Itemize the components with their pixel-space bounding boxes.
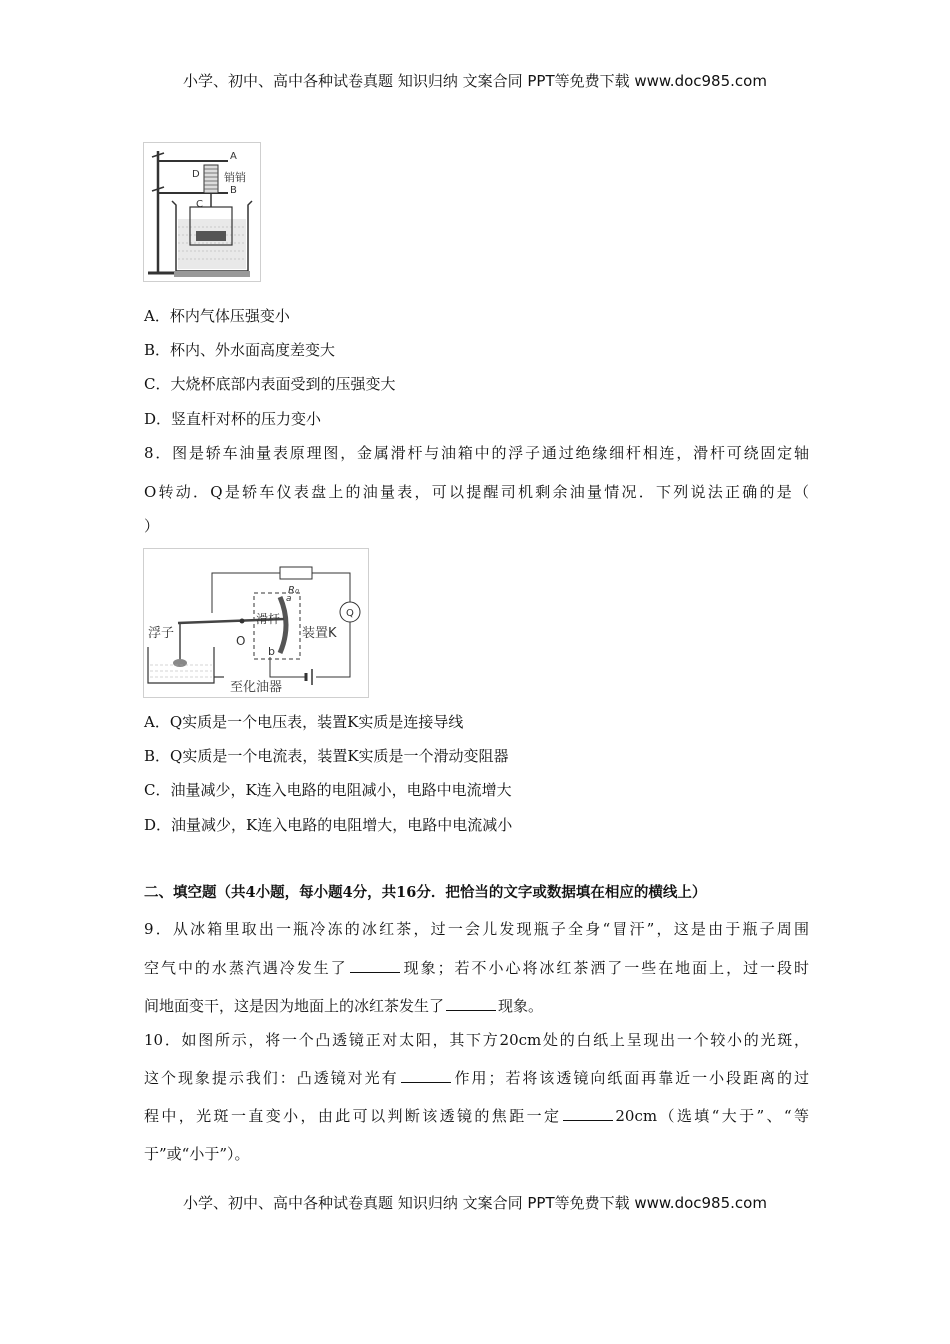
- q9-line2: [144, 958, 809, 978]
- q10-blank-2[interactable]: [563, 1106, 613, 1121]
- label-b-end: b: [268, 645, 275, 658]
- label-b: B: [230, 185, 237, 196]
- label-device-k: 装置K: [302, 626, 337, 641]
- q7-option-a: A．杯内气体压强变小: [144, 307, 290, 325]
- q9-line3: [144, 996, 809, 1016]
- q8-option-d: D．油量减少，K连入电路的电阻增大，电路中电流减小: [144, 816, 513, 834]
- q8-stem-line3: ）: [144, 517, 160, 535]
- q9-blank-1[interactable]: [350, 958, 400, 973]
- label-pin: 销销: [224, 171, 246, 184]
- page-header: 小学、初中、高中各种试卷真题 知识归纳 文案合同 PPT等免费下载 www.doc985.com: [183, 72, 767, 90]
- label-o: O: [236, 634, 246, 648]
- q10-line3-text-b: 20cm（选填“大于”、“等: [615, 1107, 809, 1125]
- q9-line3-text-a: 间地面变干，这是因为地面上的冰红茶发生了: [144, 997, 445, 1015]
- q8-option-b: B．Q实质是一个电流表，装置K实质是一个滑动变阻器: [144, 747, 509, 765]
- q8-stem-line1: 8．图是轿车油量表原理图，金属滑杆与油箱中的浮子通过绝缘细杆相连，滑杆可绕固定轴: [144, 444, 809, 462]
- q7-option-d: D．竖直杆对杯的压力变小: [144, 410, 322, 428]
- q7-option-c: C．大烧杯底部内表面受到的压强变大: [144, 375, 396, 393]
- q9-line3-text-b: 现象。: [498, 997, 544, 1015]
- label-rod: 滑杆: [256, 612, 281, 626]
- q10-line2-text-b: 作用；若将该透镜向纸面再靠近一小段距离的过: [452, 1069, 809, 1087]
- page-footer: 小学、初中、高中各种试卷真题 知识归纳 文案合同 PPT等免费下载 www.doc985.com: [183, 1194, 767, 1212]
- q10-line3-text-a: 程中，光斑一直变小，由此可以判断该透镜的焦距一定: [144, 1107, 562, 1125]
- label-a-end: a: [286, 594, 292, 604]
- label-d: D: [192, 169, 200, 180]
- q10-line3: [144, 1106, 809, 1126]
- q10-line2-text-a: 这个现象提示我们：凸透镜对光有: [144, 1069, 399, 1087]
- label-float: 浮子: [148, 626, 175, 641]
- q7-option-b: B．杯内、外水面高度差变大: [144, 341, 336, 359]
- label-carburetor: 至化油器: [230, 680, 283, 695]
- q9-line1: 9．从冰箱里取出一瓶冷冻的冰红茶，过一会儿发现瓶子全身“冒汗”，这是由于瓶子周围: [144, 920, 809, 938]
- label-q: Q: [346, 608, 354, 619]
- q9-line2-text-b: 现象；若不小心将冰红茶洒了一些在地面上，过一段时: [401, 959, 809, 977]
- q8-option-a: A．Q实质是一个电压表，装置K实质是连接导线: [144, 713, 464, 731]
- q10-blank-1[interactable]: [401, 1068, 451, 1083]
- figure-fuel-gauge-circuit: [143, 548, 369, 698]
- q8-stem-line2: O转动．Q是轿车仪表盘上的油量表，可以提醒司机剩余油量情况．下列说法正确的是（: [144, 483, 809, 501]
- label-c: C: [196, 199, 203, 210]
- q10-line2: [144, 1068, 809, 1088]
- q9-blank-2[interactable]: [446, 996, 496, 1011]
- figure-beaker-apparatus: [143, 142, 261, 282]
- label-a: A: [230, 151, 237, 162]
- q10-line1: 10．如图所示，将一个凸透镜正对太阳，其下方20cm处的白纸上呈现出一个较小的光斑，: [144, 1031, 809, 1049]
- fuel-gauge-diagram: [144, 549, 368, 697]
- q8-option-c: C．油量减少，K连入电路的电阻减小，电路中电流增大: [144, 781, 512, 799]
- q10-line4: 于”或“小于”）。: [144, 1145, 250, 1163]
- q9-line2-text-a: 空气中的水蒸汽遇冷发生了: [144, 959, 348, 977]
- beaker-apparatus-diagram: [144, 143, 260, 281]
- section2-title: 二、填空题（共4小题，每小题4分，共16分．把恰当的文字或数据填在相应的横线上）: [144, 884, 707, 901]
- label-r0: R₀: [288, 585, 299, 596]
